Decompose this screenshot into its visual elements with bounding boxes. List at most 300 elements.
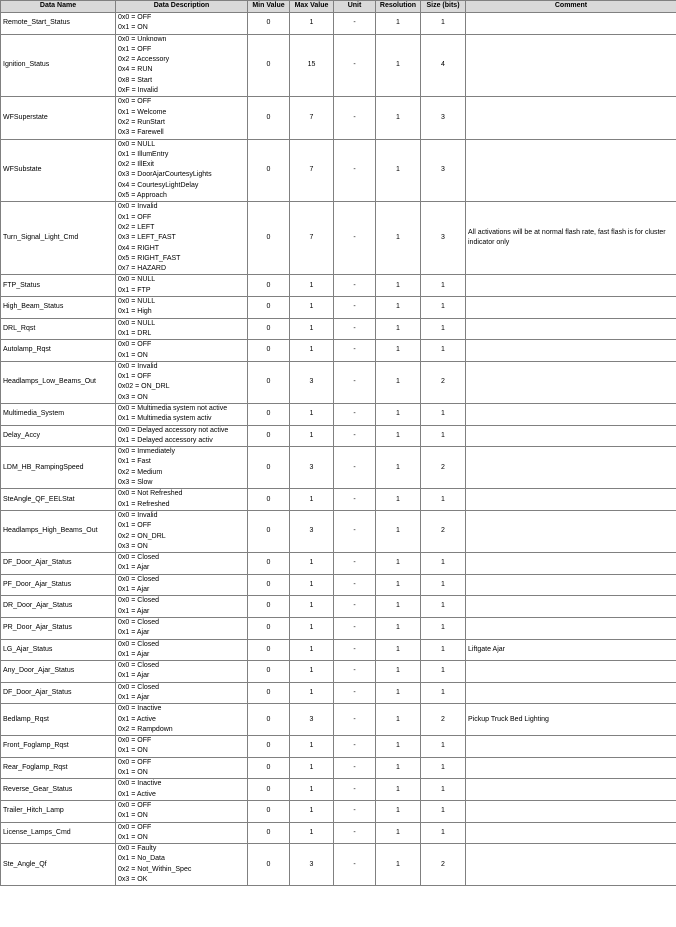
min-value-cell: 0 <box>248 202 290 275</box>
comment-cell <box>466 297 676 319</box>
unit-cell: - <box>334 34 376 97</box>
description-line: 0x1 = Ajar <box>118 672 150 680</box>
comment-cell <box>466 13 676 35</box>
signal-description-cell <box>116 596 248 618</box>
signal-name-cell: High_Beam_Status <box>1 297 116 319</box>
description-line: 0x1 = ON <box>118 24 148 32</box>
description-line: 0x1 = Ajar <box>118 564 150 572</box>
resolution-cell: 1 <box>376 822 421 844</box>
signal-description-cell <box>116 97 248 139</box>
comment-cell <box>466 574 676 596</box>
table-row <box>1 596 676 618</box>
signal-name-cell: License_Lamps_Cmd <box>1 822 116 844</box>
comment-cell <box>466 489 676 511</box>
comment-cell <box>466 34 676 97</box>
unit-cell: - <box>334 682 376 704</box>
size-bits-cell: 1 <box>421 340 466 362</box>
description-line: 0x1 = High <box>118 308 152 316</box>
min-value-cell: 0 <box>248 275 290 297</box>
resolution-cell: 1 <box>376 800 421 822</box>
comment-cell <box>466 844 676 886</box>
table-row <box>1 34 676 97</box>
table-row <box>1 97 676 139</box>
resolution-cell: 1 <box>376 661 421 683</box>
signal-name-cell: Headlamps_High_Beams_Out <box>1 510 116 552</box>
size-bits-cell: 2 <box>421 510 466 552</box>
table-row <box>1 361 676 403</box>
header-max-value: Max Value <box>290 1 334 13</box>
description-line: 0x1 = ON <box>118 833 148 841</box>
description-line: 0x5 = RIGHT_FAST <box>118 254 181 262</box>
max-value-cell: 1 <box>290 661 334 683</box>
size-bits-cell: 1 <box>421 596 466 618</box>
signal-description-cell <box>116 318 248 340</box>
resolution-cell: 1 <box>376 510 421 552</box>
comment-cell <box>466 318 676 340</box>
comment-cell <box>466 139 676 202</box>
description-line: 0x0 = Immediately <box>118 448 175 456</box>
signal-name-cell: SteAngle_QF_EELStat <box>1 489 116 511</box>
resolution-cell: 1 <box>376 704 421 736</box>
max-value-cell: 1 <box>290 13 334 35</box>
table-row <box>1 617 676 639</box>
comment-cell <box>466 736 676 758</box>
min-value-cell: 0 <box>248 13 290 35</box>
min-value-cell: 0 <box>248 510 290 552</box>
signal-name-cell: PR_Door_Ajar_Status <box>1 617 116 639</box>
size-bits-cell: 3 <box>421 97 466 139</box>
description-line: 0x0 = Not Refreshed <box>118 490 183 498</box>
description-line: 0x2 = RunStart <box>118 118 165 126</box>
min-value-cell: 0 <box>248 340 290 362</box>
description-line: 0x0 = OFF <box>118 14 152 21</box>
size-bits-cell: 1 <box>421 736 466 758</box>
max-value-cell: 1 <box>290 574 334 596</box>
unit-cell: - <box>334 736 376 758</box>
table-row <box>1 779 676 801</box>
signal-name-cell: Trailer_Hitch_Lamp <box>1 800 116 822</box>
max-value-cell: 1 <box>290 822 334 844</box>
size-bits-cell: 4 <box>421 34 466 97</box>
max-value-cell: 1 <box>290 800 334 822</box>
max-value-cell: 1 <box>290 425 334 447</box>
min-value-cell: 0 <box>248 639 290 661</box>
description-line: 0x0 = NULL <box>118 276 156 284</box>
signal-description-cell <box>116 779 248 801</box>
comment-cell <box>466 822 676 844</box>
table-row <box>1 139 676 202</box>
description-line: 0x0 = OFF <box>118 737 152 745</box>
unit-cell: - <box>334 340 376 362</box>
signal-description-cell <box>116 361 248 403</box>
min-value-cell: 0 <box>248 489 290 511</box>
description-line: 0x1 = ON <box>118 351 148 359</box>
description-line: 0x1 = Ajar <box>118 694 150 701</box>
table-row <box>1 639 676 661</box>
size-bits-cell: 1 <box>421 682 466 704</box>
comment-cell <box>466 779 676 801</box>
min-value-cell: 0 <box>248 553 290 575</box>
min-value-cell: 0 <box>248 682 290 704</box>
resolution-cell: 1 <box>376 275 421 297</box>
description-line: 0x1 = ON <box>118 747 148 755</box>
signal-name-cell: LDM_HB_RampingSpeed <box>1 447 116 489</box>
unit-cell: - <box>334 574 376 596</box>
resolution-cell: 1 <box>376 139 421 202</box>
resolution-cell: 1 <box>376 447 421 489</box>
signal-description-cell <box>116 139 248 202</box>
size-bits-cell: 1 <box>421 489 466 511</box>
signal-description-cell <box>116 202 248 275</box>
description-line: 0x2 = Accessory <box>118 56 170 64</box>
resolution-cell: 1 <box>376 340 421 362</box>
unit-cell: - <box>334 489 376 511</box>
min-value-cell: 0 <box>248 447 290 489</box>
min-value-cell: 0 <box>248 97 290 139</box>
signal-description-cell <box>116 661 248 683</box>
description-line: 0x1 = OFF <box>118 45 152 53</box>
signal-name-cell: Any_Door_Ajar_Status <box>1 661 116 683</box>
description-line: 0x1 = Ajar <box>118 586 150 594</box>
resolution-cell: 1 <box>376 757 421 779</box>
signal-description-cell <box>116 844 248 886</box>
size-bits-cell: 1 <box>421 617 466 639</box>
signal-description-cell <box>116 340 248 362</box>
unit-cell: - <box>334 757 376 779</box>
header-data-description: Data Description <box>116 1 248 13</box>
description-line: 0x0 = Unknown <box>118 35 167 43</box>
signal-name-cell: Front_Foglamp_Rqst <box>1 736 116 758</box>
comment-cell <box>466 403 676 425</box>
description-line: 0x1 = Active <box>118 715 156 723</box>
description-line: 0x0 = NULL <box>118 298 156 306</box>
min-value-cell: 0 <box>248 757 290 779</box>
signal-name-cell: Autolamp_Rqst <box>1 340 116 362</box>
description-line: 0x1 = ON <box>118 812 148 820</box>
description-line: 0x0 = Delayed accessory not active <box>118 426 229 434</box>
max-value-cell: 1 <box>290 596 334 618</box>
description-line: 0x0 = Closed <box>118 575 160 583</box>
comment-cell <box>466 361 676 403</box>
min-value-cell: 0 <box>248 800 290 822</box>
size-bits-cell: 2 <box>421 361 466 403</box>
signal-description-cell <box>116 403 248 425</box>
table-row <box>1 202 676 275</box>
description-line: 0x0 = Closed <box>118 662 160 670</box>
description-line: 0x3 = LEFT_FAST <box>118 234 176 242</box>
unit-cell: - <box>334 553 376 575</box>
max-value-cell: 7 <box>290 97 334 139</box>
max-value-cell: 1 <box>290 340 334 362</box>
description-line: 0x1 = Ajar <box>118 629 150 637</box>
signal-description-cell <box>116 447 248 489</box>
min-value-cell: 0 <box>248 736 290 758</box>
unit-cell: - <box>334 297 376 319</box>
unit-cell: - <box>334 318 376 340</box>
max-value-cell: 1 <box>290 682 334 704</box>
comment-cell <box>466 596 676 618</box>
description-line: 0x0 = Closed <box>118 640 160 648</box>
resolution-cell: 1 <box>376 34 421 97</box>
resolution-cell: 1 <box>376 297 421 319</box>
description-line: 0x0 = Closed <box>118 618 160 626</box>
resolution-cell: 1 <box>376 202 421 275</box>
signal-description-cell <box>116 682 248 704</box>
max-value-cell: 1 <box>290 639 334 661</box>
signal-name-cell: Bedlamp_Rqst <box>1 704 116 736</box>
max-value-cell: 3 <box>290 447 334 489</box>
size-bits-cell: 1 <box>421 779 466 801</box>
signal-description-cell <box>116 510 248 552</box>
signal-name-cell: DF_Door_Ajar_Status <box>1 553 116 575</box>
unit-cell: - <box>334 779 376 801</box>
description-line: 0xF = Invalid <box>118 87 158 95</box>
resolution-cell: 1 <box>376 574 421 596</box>
description-line: 0x8 = Start <box>118 76 153 84</box>
unit-cell: - <box>334 275 376 297</box>
resolution-cell: 1 <box>376 425 421 447</box>
size-bits-cell: 1 <box>421 403 466 425</box>
description-line: 0x2 = IllExit <box>118 161 154 169</box>
description-line: 0x0 = NULL <box>118 319 156 327</box>
header-resolution: Resolution <box>376 1 421 13</box>
table-body <box>1 13 676 886</box>
size-bits-cell: 1 <box>421 553 466 575</box>
resolution-cell: 1 <box>376 779 421 801</box>
table-row <box>1 574 676 596</box>
comment-cell <box>466 510 676 552</box>
unit-cell: - <box>334 447 376 489</box>
resolution-cell: 1 <box>376 844 421 886</box>
signal-name-cell: Multimedia_System <box>1 403 116 425</box>
signal-name-cell: WFSuperstate <box>1 97 116 139</box>
description-line: 0x1 = OFF <box>118 373 152 381</box>
signal-name-cell: Delay_Accy <box>1 425 116 447</box>
max-value-cell: 1 <box>290 489 334 511</box>
resolution-cell: 1 <box>376 489 421 511</box>
unit-cell: - <box>334 596 376 618</box>
signal-description-cell <box>116 574 248 596</box>
min-value-cell: 0 <box>248 704 290 736</box>
description-line: 0x2 = LEFT <box>118 223 155 231</box>
min-value-cell: 0 <box>248 617 290 639</box>
size-bits-cell: 1 <box>421 574 466 596</box>
min-value-cell: 0 <box>248 361 290 403</box>
min-value-cell: 0 <box>248 574 290 596</box>
comment-cell <box>466 661 676 683</box>
comment-cell: Pickup Truck Bed Lighting <box>466 704 676 736</box>
description-line: 0x3 = DoorAjarCourtesyLights <box>118 171 212 179</box>
comment-cell <box>466 447 676 489</box>
comment-cell <box>466 275 676 297</box>
description-line: 0x0 = Closed <box>118 554 160 562</box>
max-value-cell: 3 <box>290 361 334 403</box>
signal-name-cell: Ste_Angle_Qf <box>1 844 116 886</box>
signal-name-cell: Rear_Foglamp_Rqst <box>1 757 116 779</box>
signal-name-cell: Ignition_Status <box>1 34 116 97</box>
description-line: 0x1 = No_Data <box>118 855 165 863</box>
comment-cell <box>466 553 676 575</box>
signal-description-cell <box>116 617 248 639</box>
table-row <box>1 13 676 35</box>
signal-description-cell <box>116 489 248 511</box>
table-row <box>1 340 676 362</box>
size-bits-cell: 1 <box>421 275 466 297</box>
description-line: 0x1 = OFF <box>118 213 152 221</box>
description-line: 0x1 = Multimedia system activ <box>118 415 212 423</box>
min-value-cell: 0 <box>248 844 290 886</box>
comment-cell <box>466 757 676 779</box>
unit-cell: - <box>334 704 376 736</box>
table-row <box>1 800 676 822</box>
description-line: 0x1 = Active <box>118 790 156 798</box>
min-value-cell: 0 <box>248 779 290 801</box>
description-line: 0x0 = OFF <box>118 823 152 831</box>
header-comment: Comment <box>466 1 676 13</box>
unit-cell: - <box>334 510 376 552</box>
min-value-cell: 0 <box>248 297 290 319</box>
resolution-cell: 1 <box>376 639 421 661</box>
signal-name-cell: Remote_Start_Status <box>1 13 116 35</box>
max-value-cell: 3 <box>290 510 334 552</box>
unit-cell: - <box>334 800 376 822</box>
signal-description-cell <box>116 275 248 297</box>
signal-description-cell <box>116 757 248 779</box>
table-row <box>1 297 676 319</box>
header-min-value: Min Value <box>248 1 290 13</box>
comment-cell <box>466 800 676 822</box>
header-unit: Unit <box>334 1 376 13</box>
signal-description-cell <box>116 425 248 447</box>
size-bits-cell: 1 <box>421 425 466 447</box>
description-line: 0x1 = DRL <box>118 329 152 337</box>
signal-description-cell <box>116 34 248 97</box>
description-line: 0x3 = OK <box>118 876 148 884</box>
table-row <box>1 447 676 489</box>
description-line: 0x1 = Fast <box>118 458 151 466</box>
signal-name-cell: PF_Door_Ajar_Status <box>1 574 116 596</box>
description-line: 0x1 = FTP <box>118 286 151 294</box>
table-row <box>1 403 676 425</box>
signal-name-cell: LG_Ajar_Status <box>1 639 116 661</box>
description-line: 0x0 = Multimedia system not active <box>118 404 228 412</box>
unit-cell: - <box>334 403 376 425</box>
table-row <box>1 275 676 297</box>
resolution-cell: 1 <box>376 736 421 758</box>
unit-cell: - <box>334 202 376 275</box>
header-size-bits: Size (bits) <box>421 1 466 13</box>
max-value-cell: 7 <box>290 202 334 275</box>
signal-name-cell: WFSubstate <box>1 139 116 202</box>
unit-cell: - <box>334 661 376 683</box>
size-bits-cell: 1 <box>421 318 466 340</box>
description-line: 0x3 = ON <box>118 393 148 401</box>
unit-cell: - <box>334 617 376 639</box>
header-row <box>1 1 676 13</box>
unit-cell: - <box>334 13 376 35</box>
resolution-cell: 1 <box>376 13 421 35</box>
description-line: 0x1 = Refreshed <box>118 500 170 508</box>
comment-cell <box>466 682 676 704</box>
signal-description-cell <box>116 800 248 822</box>
min-value-cell: 0 <box>248 139 290 202</box>
unit-cell: - <box>334 361 376 403</box>
description-line: 0x0 = Closed <box>118 597 160 605</box>
max-value-cell: 7 <box>290 139 334 202</box>
table-row <box>1 318 676 340</box>
size-bits-cell: 1 <box>421 757 466 779</box>
signal-name-cell: Turn_Signal_Light_Cmd <box>1 202 116 275</box>
description-line: 0x0 = Inactive <box>118 705 162 713</box>
description-line: 0x1 = Delayed accessory activ <box>118 436 213 444</box>
comment-cell: Liftgate Ajar <box>466 639 676 661</box>
signal-description-cell <box>116 13 248 35</box>
unit-cell: - <box>334 844 376 886</box>
max-value-cell: 3 <box>290 704 334 736</box>
size-bits-cell: 1 <box>421 800 466 822</box>
description-line: 0x1 = Ajar <box>118 607 150 615</box>
description-line: 0x3 = Slow <box>118 479 153 487</box>
max-value-cell: 1 <box>290 318 334 340</box>
description-line: 0x3 = ON <box>118 542 148 550</box>
signal-description-cell <box>116 822 248 844</box>
resolution-cell: 1 <box>376 361 421 403</box>
table-row <box>1 661 676 683</box>
table-row <box>1 822 676 844</box>
table-row <box>1 553 676 575</box>
size-bits-cell: 2 <box>421 844 466 886</box>
comment-cell <box>466 97 676 139</box>
signal-description-cell <box>116 704 248 736</box>
resolution-cell: 1 <box>376 682 421 704</box>
description-line: 0x0 = OFF <box>118 801 152 809</box>
description-line: 0x2 = ON_DRL <box>118 532 166 540</box>
unit-cell: - <box>334 97 376 139</box>
max-value-cell: 1 <box>290 779 334 801</box>
description-line: 0x0 = Faulty <box>118 845 157 853</box>
signal-description-cell <box>116 297 248 319</box>
size-bits-cell: 2 <box>421 447 466 489</box>
table-row <box>1 489 676 511</box>
description-line: 0x1 = IllumEntry <box>118 150 169 158</box>
max-value-cell: 1 <box>290 275 334 297</box>
resolution-cell: 1 <box>376 318 421 340</box>
description-line: 0x0 = Inactive <box>118 780 162 788</box>
description-line: 0x2 = Not_Within_Spec <box>118 865 192 873</box>
size-bits-cell: 1 <box>421 13 466 35</box>
description-line: 0x2 = Rampdown <box>118 725 173 733</box>
size-bits-cell: 1 <box>421 661 466 683</box>
table-row <box>1 510 676 552</box>
size-bits-cell: 2 <box>421 704 466 736</box>
description-line: 0x0 = Invalid <box>118 203 158 211</box>
max-value-cell: 1 <box>290 736 334 758</box>
header-data-name: Data Name <box>1 1 116 13</box>
resolution-cell: 1 <box>376 97 421 139</box>
max-value-cell: 1 <box>290 553 334 575</box>
comment-cell <box>466 617 676 639</box>
max-value-cell: 1 <box>290 757 334 779</box>
description-line: 0x0 = OFF <box>118 341 152 349</box>
resolution-cell: 1 <box>376 403 421 425</box>
signal-name-cell: Reverse_Gear_Status <box>1 779 116 801</box>
unit-cell: - <box>334 425 376 447</box>
table-row <box>1 682 676 704</box>
max-value-cell: 1 <box>290 403 334 425</box>
table-row <box>1 757 676 779</box>
description-line: 0x4 = RUN <box>118 66 153 74</box>
description-line: 0x7 = HAZARD <box>118 265 167 273</box>
